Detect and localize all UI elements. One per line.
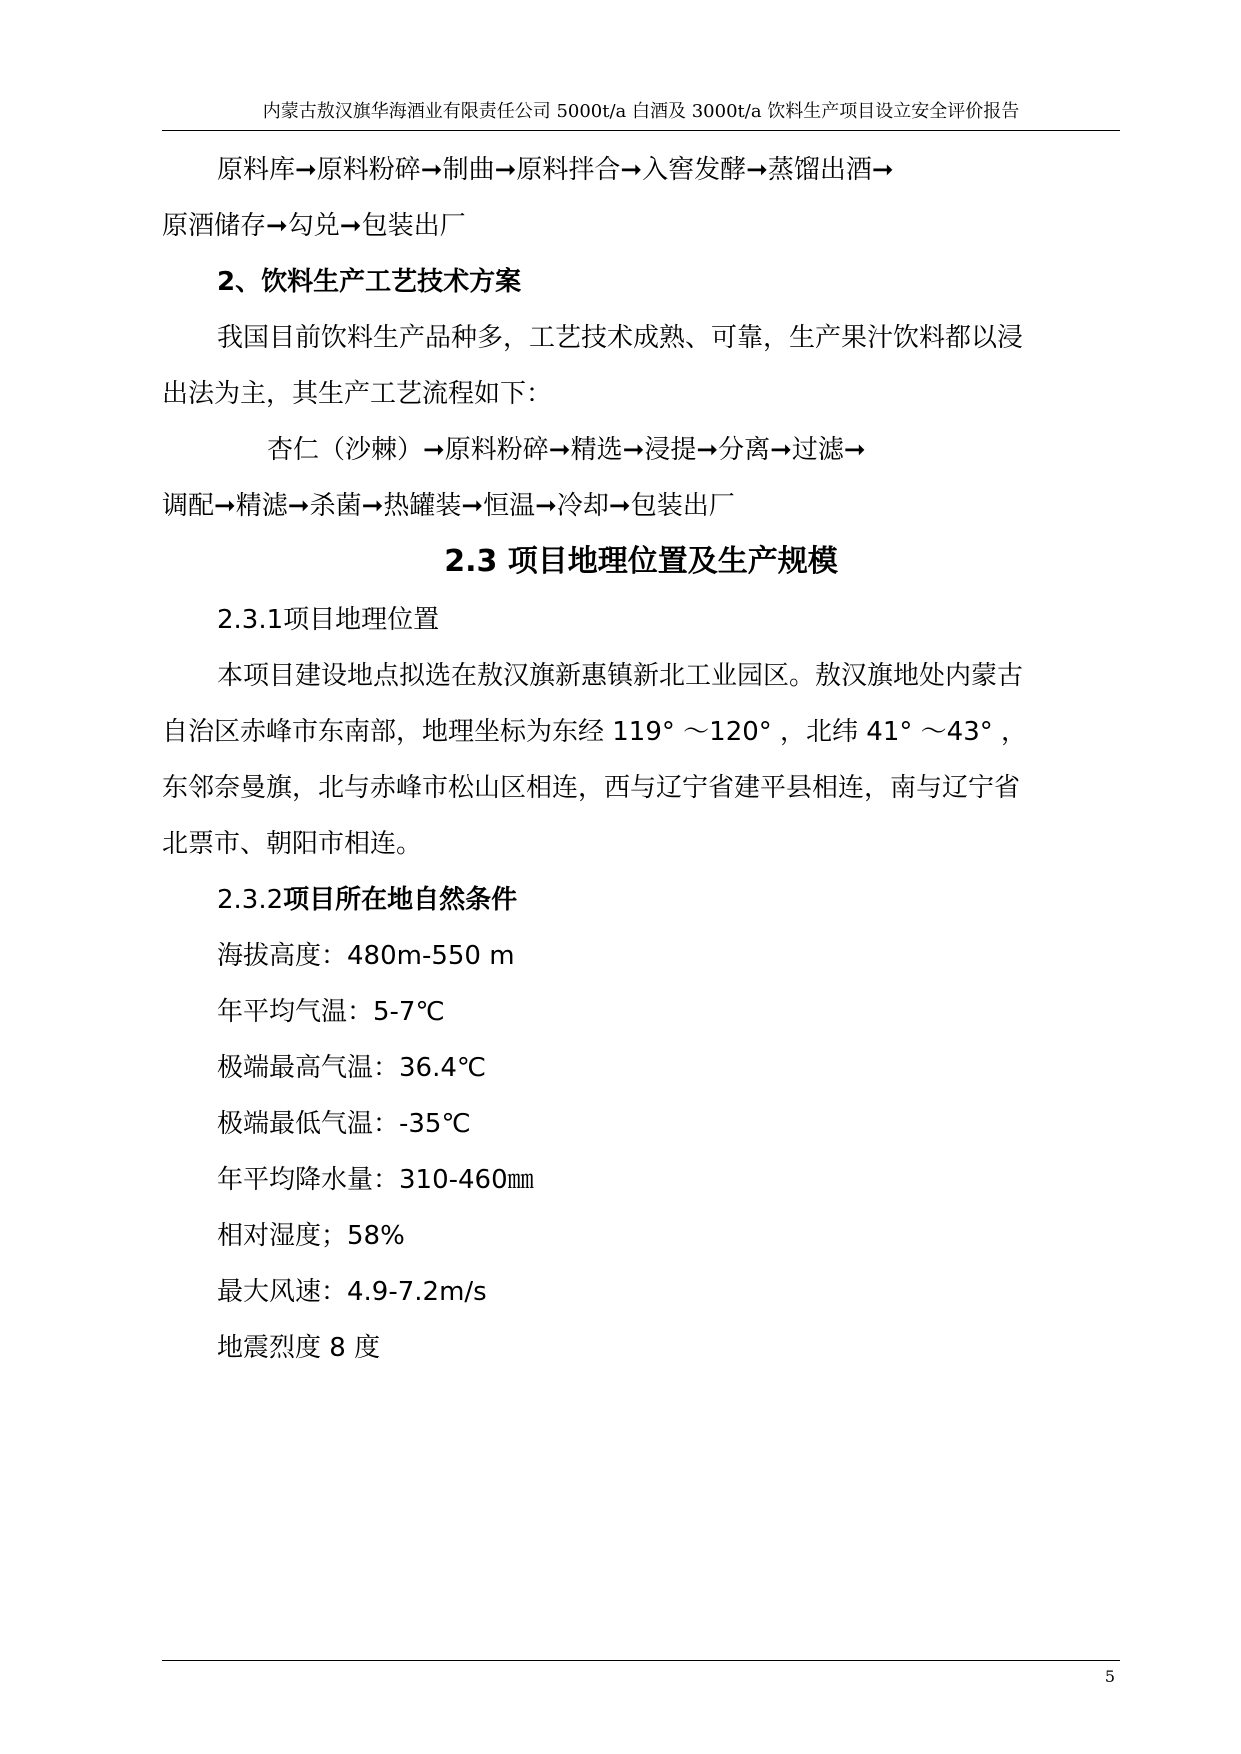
- condition-avg-temperature: 年平均气温：5-7℃: [217, 997, 445, 1027]
- condition-humidity: 相对湿度；58%: [217, 1221, 405, 1251]
- header-divider: [162, 130, 1120, 131]
- condition-max-temperature: 极端最高气温：36.4℃: [217, 1053, 487, 1083]
- beverage-paragraph-line-2: 出法为主，其生产工艺流程如下：: [162, 379, 553, 409]
- footer-divider: [162, 1660, 1120, 1661]
- page-number: 5: [1104, 1667, 1115, 1686]
- subsection-heading-2-3-1: [217, 603, 439, 637]
- subsection-title: 项目所在地自然条件: [283, 885, 518, 915]
- condition-min-temperature: 极端最低气温：-35℃: [217, 1109, 471, 1139]
- liquor-flow-line-2: 原酒储存➞勾兑➞包装出厂: [162, 211, 466, 241]
- liquor-flow-line-1: 原料库➞原料粉碎➞制曲➞原料拌合➞入窖发酵➞蒸馏出酒➞: [217, 155, 894, 185]
- location-paragraph-line-3: 东邻奈曼旗，北与赤峰市松山区相连，西与辽宁省建平县相连，南与辽宁省: [162, 773, 1021, 803]
- section-title-2-3: 2.3 项目地理位置及生产规模: [444, 544, 838, 579]
- subsection-number: 2.3.1: [217, 605, 284, 635]
- location-paragraph-line-4: 北票市、朝阳市相连。: [162, 829, 423, 859]
- location-paragraph-line-1: 本项目建设地点拟选在敖汉旗新惠镇新北工业园区。敖汉旗地处内蒙古: [217, 661, 1024, 691]
- subsection-heading-2-3-2: [217, 883, 517, 917]
- subsection-title: 项目地理位置: [283, 605, 440, 635]
- beverage-flow-line-2: 调配➞精滤➞杀菌➞热罐装➞恒温➞冷却➞包装出厂: [162, 491, 735, 521]
- condition-altitude: 海拔高度：480m-550 m: [217, 941, 515, 971]
- beverage-flow-line-1: 杏仁（沙棘）➞原料粉碎➞精选➞浸提➞分离➞过滤➞: [267, 435, 866, 465]
- running-header: 内蒙古敖汉旗华海酒业有限责任公司 5000t/a 白酒及 3000t/a 饮料生产项目设立安全评价报告: [262, 101, 1020, 122]
- beverage-paragraph-line-1: 我国目前饮料生产品种多，工艺技术成熟、可靠，生产果汁饮料都以浸: [217, 323, 1024, 353]
- location-paragraph-line-2: 自治区赤峰市东南部，地理坐标为东经 119° ～120° ，北纬 41° ～43° ，: [162, 717, 1028, 747]
- beverage-heading: 2、饮料生产工艺技术方案: [217, 267, 522, 297]
- condition-wind-speed: 最大风速：4.9-7.2m/s: [217, 1277, 487, 1307]
- condition-precipitation: 年平均降水量：310-460㎜: [217, 1165, 534, 1195]
- condition-seismic-intensity: 地震烈度 8 度: [217, 1333, 381, 1363]
- subsection-number: 2.3.2: [217, 885, 284, 915]
